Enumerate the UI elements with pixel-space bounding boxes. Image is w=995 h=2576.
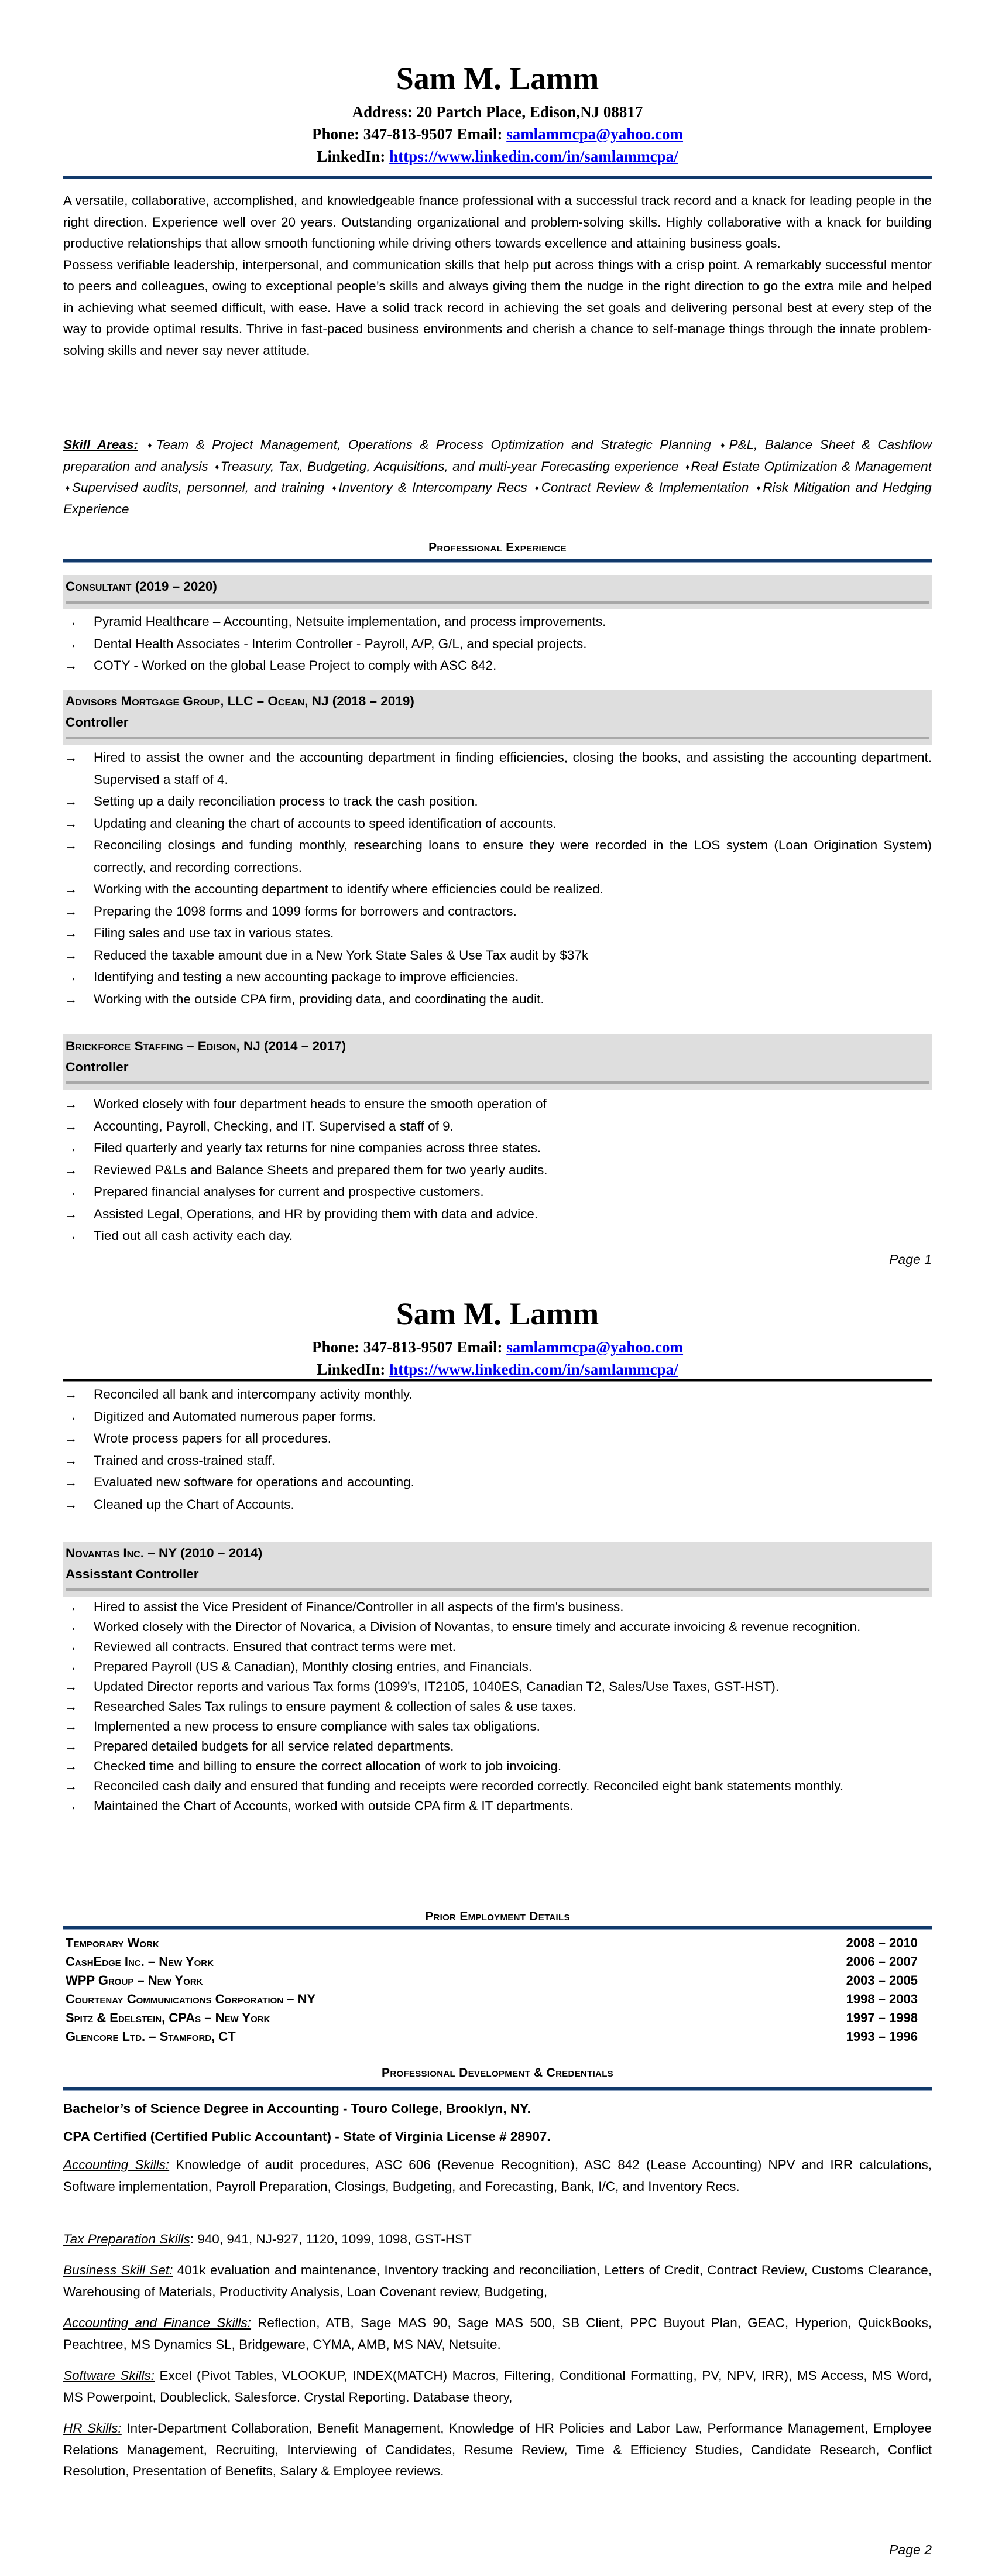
job-header bbox=[63, 1542, 932, 1597]
linkedin-line-page2 bbox=[0, 1359, 995, 1379]
phone-email-line bbox=[0, 124, 995, 144]
skill-label: Accounting and Finance Skills: bbox=[63, 2315, 252, 2330]
job-role: Assisstant Controller bbox=[66, 1567, 199, 1581]
skill-area-item: ♦Contract Review & Implementation bbox=[534, 480, 749, 495]
prior-years: 1993 – 1996 bbox=[846, 2029, 918, 2044]
arrow-bullet-icon: → bbox=[64, 1431, 77, 1445]
list-item: → Reconciled cash daily and ensured that funding and receipts were recorded correctly. Reconciled eight bank statements monthly. bbox=[63, 1776, 932, 1796]
email-link[interactable]: samlammcpa@yahoo.com bbox=[506, 125, 684, 143]
list-item: → Filed quarterly and yearly tax returns for nine companies across three states. bbox=[63, 1137, 932, 1159]
page-number-2: Page 2 bbox=[889, 2542, 932, 2557]
skill-label: Business Skill Set: bbox=[63, 2263, 173, 2277]
arrow-bullet-icon: → bbox=[64, 1184, 77, 1199]
section-title-credentials: Professional Development & Credentials bbox=[382, 2066, 613, 2080]
job-company: Advisors Mortgage Group, LLC – Ocean, NJ (2018 – 2019) bbox=[66, 694, 414, 708]
section-divider bbox=[63, 2087, 932, 2091]
phone-label: Phone: bbox=[311, 125, 359, 143]
arrow-bullet-icon: → bbox=[64, 1759, 77, 1773]
arrow-bullet-icon: → bbox=[64, 658, 77, 673]
email-link[interactable]: samlammcpa@yahoo.com bbox=[506, 1338, 684, 1356]
skill-areas-label: Skill Areas: bbox=[63, 437, 138, 452]
linkedin-label: LinkedIn: bbox=[317, 1361, 386, 1378]
diamond-bullet-icon: ♦ bbox=[147, 440, 156, 450]
list-item: → Updating and cleaning the chart of accounts to speed identification of accounts. bbox=[63, 813, 932, 835]
list-item: → Hired to assist the Vice President of Finance/Controller in all aspects of the firm's business. bbox=[63, 1597, 932, 1617]
arrow-bullet-icon: → bbox=[64, 1228, 77, 1243]
job-header bbox=[63, 575, 932, 609]
arrow-bullet-icon: → bbox=[64, 1162, 77, 1177]
arrow-bullet-icon: → bbox=[64, 1496, 77, 1512]
skill-area-item: ♦Supervised audits, personnel, and training bbox=[66, 480, 325, 495]
arrow-bullet-icon: → bbox=[64, 1639, 77, 1654]
diamond-bullet-icon: ♦ bbox=[332, 483, 338, 492]
diamond-bullet-icon: ♦ bbox=[720, 440, 729, 450]
prior-years: 1997 – 1998 bbox=[846, 2010, 918, 2025]
section-divider bbox=[63, 559, 932, 563]
arrow-bullet-icon: → bbox=[64, 991, 77, 1006]
arrow-bullet-icon: → bbox=[64, 903, 77, 919]
summary bbox=[63, 190, 932, 361]
arrow-bullet-icon: → bbox=[64, 838, 77, 852]
skill-area-item: ♦Real Estate Optimization & Management bbox=[685, 458, 932, 474]
list-item: → Hired to assist the owner and the accounting department in finding efficiencies, closing the books, and assisting the accounting department. Supervised a staff of 4. bbox=[63, 746, 932, 790]
tax-preparation-skills: Tax Preparation Skills: 940, 941, NJ-927, 1120, 1099, 1098, GST-HST bbox=[63, 2232, 472, 2246]
arrow-bullet-icon: → bbox=[64, 750, 77, 765]
arrow-bullet-icon: → bbox=[64, 1453, 77, 1468]
job-role: Controller bbox=[66, 1060, 129, 1074]
job-bullets bbox=[63, 611, 932, 677]
skill-area-item: ♦P&L, Balance Sheet & Cashflow preparation and analysis bbox=[63, 437, 932, 474]
accounting-finance-skills: Accounting and Finance Skills: Reflection, ATB, Sage MAS 90, Sage MAS 500, SB Client, PPC Buyout Plan, GEAC, Hyperion, QuickBooks, Peachtree, MS Dynamics SL, Bridgeware, CYMA, AMB, MS NAV, Netsuite. bbox=[63, 2315, 932, 2352]
skill-area-item: ♦Inventory & Intercompany Recs bbox=[332, 480, 527, 495]
list-item: → Prepared detailed budgets for all service related departments. bbox=[63, 1736, 932, 1756]
job-company: Consultant (2019 – 2020) bbox=[66, 579, 217, 594]
arrow-bullet-icon: → bbox=[64, 1118, 77, 1133]
list-item: → Dental Health Associates - Interim Controller - Payroll, A/P, G/L, and special projects. bbox=[63, 633, 932, 655]
list-item: → COTY - Worked on the global Lease Project to comply with ASC 842. bbox=[63, 655, 932, 677]
list-item: → Reduced the taxable amount due in a New York State Sales & Use Tax audit by $37k bbox=[63, 944, 932, 967]
list-item: → Accounting, Payroll, Checking, and IT. Supervised a staff of 9. bbox=[63, 1115, 932, 1138]
address-line bbox=[0, 102, 995, 122]
software-skills: Software Skills: Excel (Pivot Tables, VLOOKUP, INDEX(MATCH) Macros, Filtering, Conditional Formatting, PV, NPV, IRR), MS Access, MS Word, MS Powerpoint, Doubleclick, Salesforce. Crystal Reporting. Database theory, bbox=[63, 2368, 932, 2404]
linkedin-link[interactable]: https://www.linkedin.com/in/samlammcpa/ bbox=[389, 148, 678, 165]
diamond-bullet-icon: ♦ bbox=[756, 483, 763, 492]
section-divider bbox=[63, 1926, 932, 1930]
prior-employment-row bbox=[63, 1990, 932, 2009]
job-header-rule bbox=[66, 737, 929, 739]
job-bullets-continued bbox=[63, 1383, 932, 1515]
arrow-bullet-icon: → bbox=[64, 1206, 77, 1221]
arrow-bullet-icon: → bbox=[64, 1659, 77, 1674]
email-label: Email: bbox=[457, 125, 503, 143]
business-skill-set: Business Skill Set: 401k evaluation and maintenance, Inventory tracking and reconciliation, Letters of Credit, Contract Review, Customs Clearance, Warehousing of Materials, Productivity Analysis, Loan Covenant review, Budgeting, bbox=[63, 2263, 932, 2299]
section-title-prior-employment: Prior Employment Details bbox=[425, 1910, 570, 1923]
arrow-bullet-icon: → bbox=[64, 1799, 77, 1813]
list-item: → Reviewed all contracts. Ensured that contract terms were met. bbox=[63, 1637, 932, 1657]
linkedin-line bbox=[0, 146, 995, 166]
job-company: Novantas Inc. – NY (2010 – 2014) bbox=[66, 1546, 263, 1560]
summary-paragraph-2: Possess verifiable leadership, interpersonal, and communication skills that help put across things with a crisp point. A remarkably successful mentor to peers and colleagues, owing to exceptional people’s skills and always giving them the nudge in the right direction to go the extra mile and helped in achieving what seemed difficult, with ease. Have a solid track record in achieving the set goals and delivering personal best at every step of the way to provide optimal results. Thrive in fast-paced business environments and cherish a chance to self-manage things through the innate problem-solving skills and never say never attitude. bbox=[63, 257, 932, 358]
prior-company: CashEdge Inc. – New York bbox=[66, 1954, 214, 1969]
prior-company: Spitz & Edelstein, CPAs – New York bbox=[66, 2010, 270, 2025]
arrow-bullet-icon: → bbox=[64, 1475, 77, 1489]
resume-name: Sam M. Lamm bbox=[396, 61, 599, 96]
list-item: → Trained and cross-trained staff. bbox=[63, 1450, 932, 1472]
prior-years: 1998 – 2003 bbox=[846, 1992, 918, 2006]
phone-value: 347-813-9507 bbox=[363, 125, 453, 143]
summary-paragraph-1: A versatile, collaborative, accomplished, and knowledgeable fnance professional with a successful track record and a knack for leading people in the right direction. Experience well over 20 years. Outstanding organizational and problem-solving skills. Highly collaborative with a knack for building productive relationships that allow smooth functioning while driving others towards excellence and attaining business goals. bbox=[63, 193, 932, 251]
degree: Bachelor’s of Science Degree in Accounting - Touro College, Brooklyn, NY. bbox=[63, 2101, 531, 2116]
job-bullets bbox=[63, 1597, 932, 1816]
header-divider bbox=[63, 176, 932, 179]
skill-label: Software Skills: bbox=[63, 2368, 155, 2383]
prior-company: Glencore Ltd. – Stamford, CT bbox=[66, 2029, 236, 2044]
linkedin-label: LinkedIn: bbox=[317, 148, 386, 165]
section-title-experience: Professional Experience bbox=[428, 541, 567, 554]
prior-employment-row bbox=[63, 2009, 932, 2027]
cpa-certification: CPA Certified (Certified Public Accountant) - State of Virginia License # 28907. bbox=[63, 2129, 551, 2144]
phone-value: 347-813-9507 bbox=[363, 1338, 453, 1356]
arrow-bullet-icon: → bbox=[64, 1679, 77, 1694]
diamond-bullet-icon: ♦ bbox=[66, 483, 71, 492]
arrow-bullet-icon: → bbox=[64, 882, 77, 896]
skill-area-item: ♦Team & Project Management, Operations & Process Optimization and Strategic Planning bbox=[147, 437, 711, 452]
page-number-1: Page 1 bbox=[889, 1252, 932, 1267]
skill-area-item: ♦Treasury, Tax, Budgeting, Acquisitions, and multi-year Forecasting experience bbox=[215, 458, 679, 474]
list-item: → Filing sales and use tax in various states. bbox=[63, 922, 932, 944]
prior-employment-row bbox=[63, 1934, 932, 1952]
list-item: → Preparing the 1098 forms and 1099 forms for borrowers and contractors. bbox=[63, 900, 932, 923]
prior-company: Temporary Work bbox=[66, 1936, 159, 1950]
prior-years: 2003 – 2005 bbox=[846, 1973, 918, 1988]
skill-label: Tax Preparation Skills bbox=[63, 2232, 190, 2246]
arrow-bullet-icon: → bbox=[64, 1140, 77, 1155]
job-header bbox=[63, 1034, 932, 1090]
job-header-rule bbox=[66, 1081, 929, 1084]
address-label: Address: bbox=[352, 103, 413, 121]
job-header bbox=[63, 690, 932, 745]
prior-employment-row bbox=[63, 1952, 932, 1971]
diamond-bullet-icon: ♦ bbox=[685, 461, 691, 471]
skill-label: Accounting Skills: bbox=[63, 2157, 170, 2172]
list-item: → Digitized and Automated numerous paper forms. bbox=[63, 1406, 932, 1428]
skill-label: HR Skills: bbox=[63, 2421, 122, 2435]
list-item: → Reviewed P&Ls and Balance Sheets and prepared them for two yearly audits. bbox=[63, 1159, 932, 1181]
list-item: → Reconciling closings and funding monthly, researching loans to ensure they were recorded in the LOS system (Loan Origination System) correctly, and recording corrections. bbox=[63, 834, 932, 878]
email-label: Email: bbox=[457, 1338, 503, 1356]
arrow-bullet-icon: → bbox=[64, 794, 77, 809]
diamond-bullet-icon: ♦ bbox=[534, 483, 541, 492]
list-item: → Prepared Payroll (US & Canadian), Monthly closing entries, and Financials. bbox=[63, 1657, 932, 1677]
prior-years: 2006 – 2007 bbox=[846, 1954, 918, 1969]
arrow-bullet-icon: → bbox=[64, 636, 77, 651]
list-item: → Implemented a new process to ensure compliance with sales tax obligations. bbox=[63, 1717, 932, 1736]
prior-employment-row bbox=[63, 2027, 932, 2046]
list-item: → Working with the outside CPA firm, providing data, and coordinating the audit. bbox=[63, 988, 932, 1010]
list-item: → Checked time and billing to ensure the correct allocation of work to job invoicing. bbox=[63, 1756, 932, 1776]
list-item: → Setting up a daily reconciliation process to track the cash position. bbox=[63, 790, 932, 813]
list-item: → Maintained the Chart of Accounts, worked with outside CPA firm & IT departments. bbox=[63, 1796, 932, 1816]
list-item: → Worked closely with the Director of Novarica, a Division of Novantas, to ensure timely and accurate invoicing & revenue recognition. bbox=[63, 1617, 932, 1637]
diamond-bullet-icon: ♦ bbox=[215, 461, 220, 471]
address-value: 20 Partch Place, Edison,NJ 08817 bbox=[416, 103, 643, 121]
resume-name-page2: Sam M. Lamm bbox=[396, 1296, 599, 1331]
skill-areas bbox=[63, 434, 932, 520]
arrow-bullet-icon: → bbox=[64, 947, 77, 962]
prior-company: WPP Group – New York bbox=[66, 1973, 203, 1988]
arrow-bullet-icon: → bbox=[64, 1779, 77, 1793]
list-item: → Working with the accounting department to identify where efficiencies could be realized. bbox=[63, 878, 932, 900]
job-bullets bbox=[63, 746, 932, 1010]
prior-years: 2008 – 2010 bbox=[846, 1936, 918, 1950]
job-header-rule bbox=[66, 601, 929, 604]
arrow-bullet-icon: → bbox=[64, 1719, 77, 1734]
list-item: → Tied out all cash activity each day. bbox=[63, 1225, 932, 1247]
arrow-bullet-icon: → bbox=[64, 816, 77, 831]
list-item: → Reconciled all bank and intercompany activity monthly. bbox=[63, 1383, 932, 1406]
list-item: → Researched Sales Tax rulings to ensure payment & collection of sales & use taxes. bbox=[63, 1697, 932, 1717]
list-item: → Pyramid Healthcare – Accounting, Netsuite implementation, and process improvements. bbox=[63, 611, 932, 633]
list-item: → Cleaned up the Chart of Accounts. bbox=[63, 1493, 932, 1516]
header-divider-page2 bbox=[63, 1379, 932, 1382]
list-item: → Identifying and testing a new accounting package to improve efficiencies. bbox=[63, 966, 932, 988]
arrow-bullet-icon: → bbox=[64, 1599, 77, 1614]
arrow-bullet-icon: → bbox=[64, 1619, 77, 1634]
arrow-bullet-icon: → bbox=[64, 614, 77, 629]
accounting-skills: Accounting Skills: Knowledge of audit procedures, ASC 606 (Revenue Recognition), ASC 842 (Lease Accounting) NPV and IRR calculations, Software implementation, Payroll Preparation, Closings, Budgeting, and Forecasting, Bank, I/C, and Inventory Recs. bbox=[63, 2157, 932, 2194]
arrow-bullet-icon: → bbox=[64, 1699, 77, 1714]
linkedin-link[interactable]: https://www.linkedin.com/in/samlammcpa/ bbox=[389, 1361, 678, 1378]
hr-skills: HR Skills: Inter-Department Collaboration, Benefit Management, Knowledge of HR Policies and Labor Law, Performance Management, Employee Relations Management, Recruiting, Interviewing of Candidates, Resume Review, Time & Efficiency Studies, Candidate Research, Conflict Resolution, Presentation of Benefits, Salary & Employee reviews. bbox=[63, 2421, 932, 2478]
arrow-bullet-icon: → bbox=[64, 1739, 77, 1753]
arrow-bullet-icon: → bbox=[64, 926, 77, 940]
arrow-bullet-icon: → bbox=[64, 1097, 77, 1111]
arrow-bullet-icon: → bbox=[64, 970, 77, 984]
skill-area-item: ♦Risk Mitigation and Hedging Experience bbox=[63, 480, 932, 516]
list-item: → Prepared financial analyses for current and prospective customers. bbox=[63, 1181, 932, 1203]
list-item: → Assisted Legal, Operations, and HR by providing them with data and advice. bbox=[63, 1203, 932, 1225]
job-company: Brickforce Staffing – Edison, NJ (2014 – 2017) bbox=[66, 1039, 346, 1053]
list-item: → Evaluated new software for operations and accounting. bbox=[63, 1471, 932, 1493]
phone-label: Phone: bbox=[311, 1338, 359, 1356]
phone-email-line-page2 bbox=[0, 1337, 995, 1357]
list-item: → Worked closely with four department heads to ensure the smooth operation of bbox=[63, 1093, 932, 1115]
job-role: Controller bbox=[66, 715, 129, 729]
list-item: → Wrote process papers for all procedures. bbox=[63, 1427, 932, 1450]
job-header-rule bbox=[66, 1588, 929, 1591]
arrow-bullet-icon: → bbox=[64, 1387, 77, 1402]
prior-employment-row bbox=[63, 1971, 932, 1990]
prior-company: Courtenay Communications Corporation – NY bbox=[66, 1992, 316, 2006]
arrow-bullet-icon: → bbox=[64, 1409, 77, 1424]
list-item: → Updated Director reports and various Tax forms (1099's, IT2105, 1040ES, Canadian T2, Sales/Use Taxes, GST-HST). bbox=[63, 1677, 932, 1697]
job-bullets bbox=[63, 1093, 932, 1247]
